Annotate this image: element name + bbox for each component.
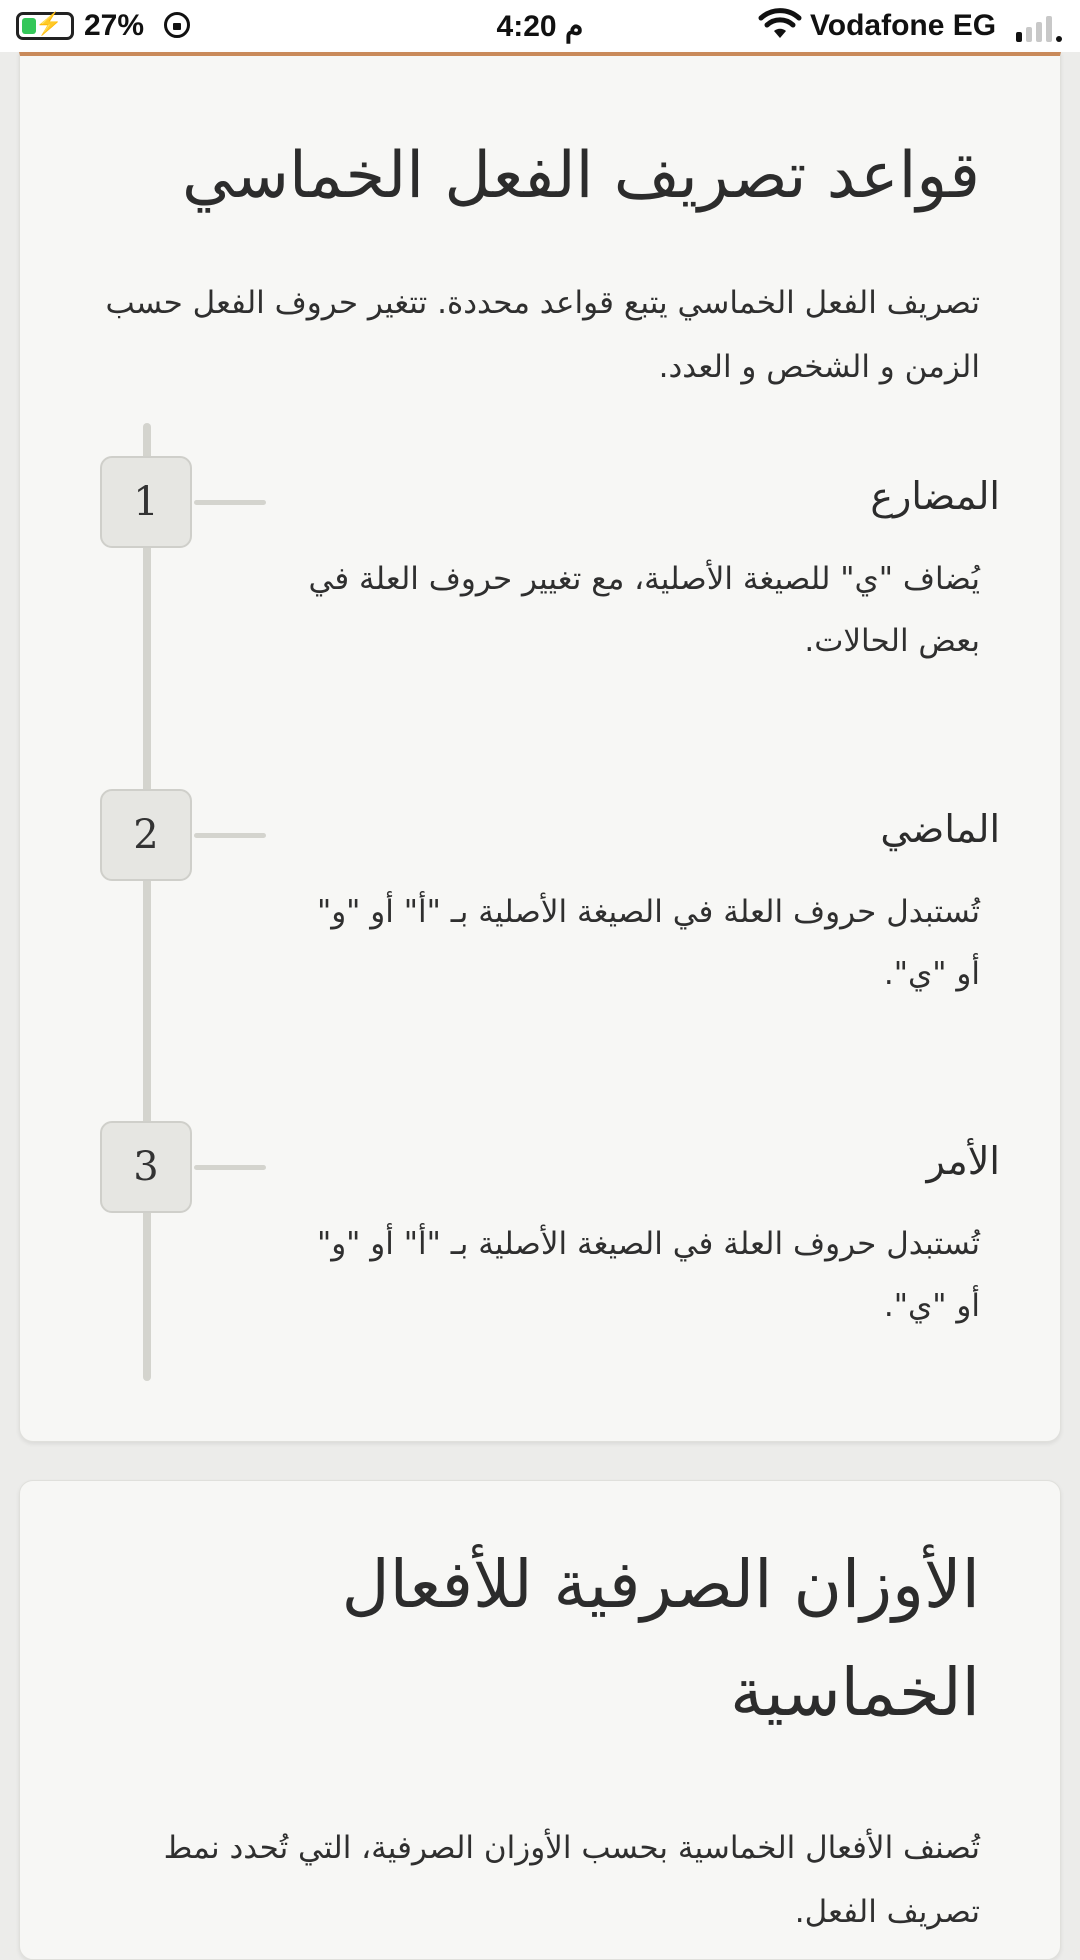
carrier-name: Vodafone EG <box>810 9 997 42</box>
step-number-badge: 2 <box>100 789 192 881</box>
signal-strength-icon <box>1016 14 1062 42</box>
step-connector <box>194 500 266 505</box>
battery-percentage: 27% <box>84 9 145 42</box>
step-number-badge: 3 <box>100 1121 192 1213</box>
timeline-step <box>100 1121 1000 1411</box>
step-title: الأمر <box>926 1139 1000 1183</box>
card-description: تُصنف الأفعال الخماسية بحسب الأوزان الصرفية، التي تُحدد نمط تصريف الفعل. <box>163 1830 980 1930</box>
step-connector <box>194 833 266 838</box>
step-number-badge: 1 <box>100 456 192 548</box>
status-bar <box>0 0 1080 52</box>
charging-bolt-icon: ⚡ <box>35 11 63 36</box>
conjugation-rules-card <box>19 52 1061 1442</box>
card-title: قواعد تصريف الفعل الخماسي <box>182 139 980 213</box>
status-time: 4:20 م <box>496 10 584 43</box>
step-connector <box>194 1165 266 1170</box>
morphological-patterns-card <box>19 1480 1061 1960</box>
card-title: الأوزان الصرفية للأفعال الخماسية <box>341 1546 980 1731</box>
timeline-step <box>100 456 1000 746</box>
step-description: تُستبدل حروف العلة في الصيغة الأصلية بـ "أ" أو "و" أو "ي". <box>316 894 980 992</box>
card-description: تصريف الفعل الخماسي يتبع قواعد محددة. تتغير حروف الفعل حسب الزمن و الشخص و العدد. <box>105 285 980 385</box>
step-description: تُستبدل حروف العلة في الصيغة الأصلية بـ "أ" أو "و" أو "ي". <box>316 1226 980 1324</box>
step-title: الماضي <box>880 807 1000 851</box>
step-description: يُضاف "ي" للصيغة الأصلية، مع تغيير حروف العلة في بعض الحالات. <box>308 561 980 659</box>
step-title: المضارع <box>870 474 1000 518</box>
wifi-icon <box>758 8 802 42</box>
timeline-step <box>100 789 1000 1079</box>
